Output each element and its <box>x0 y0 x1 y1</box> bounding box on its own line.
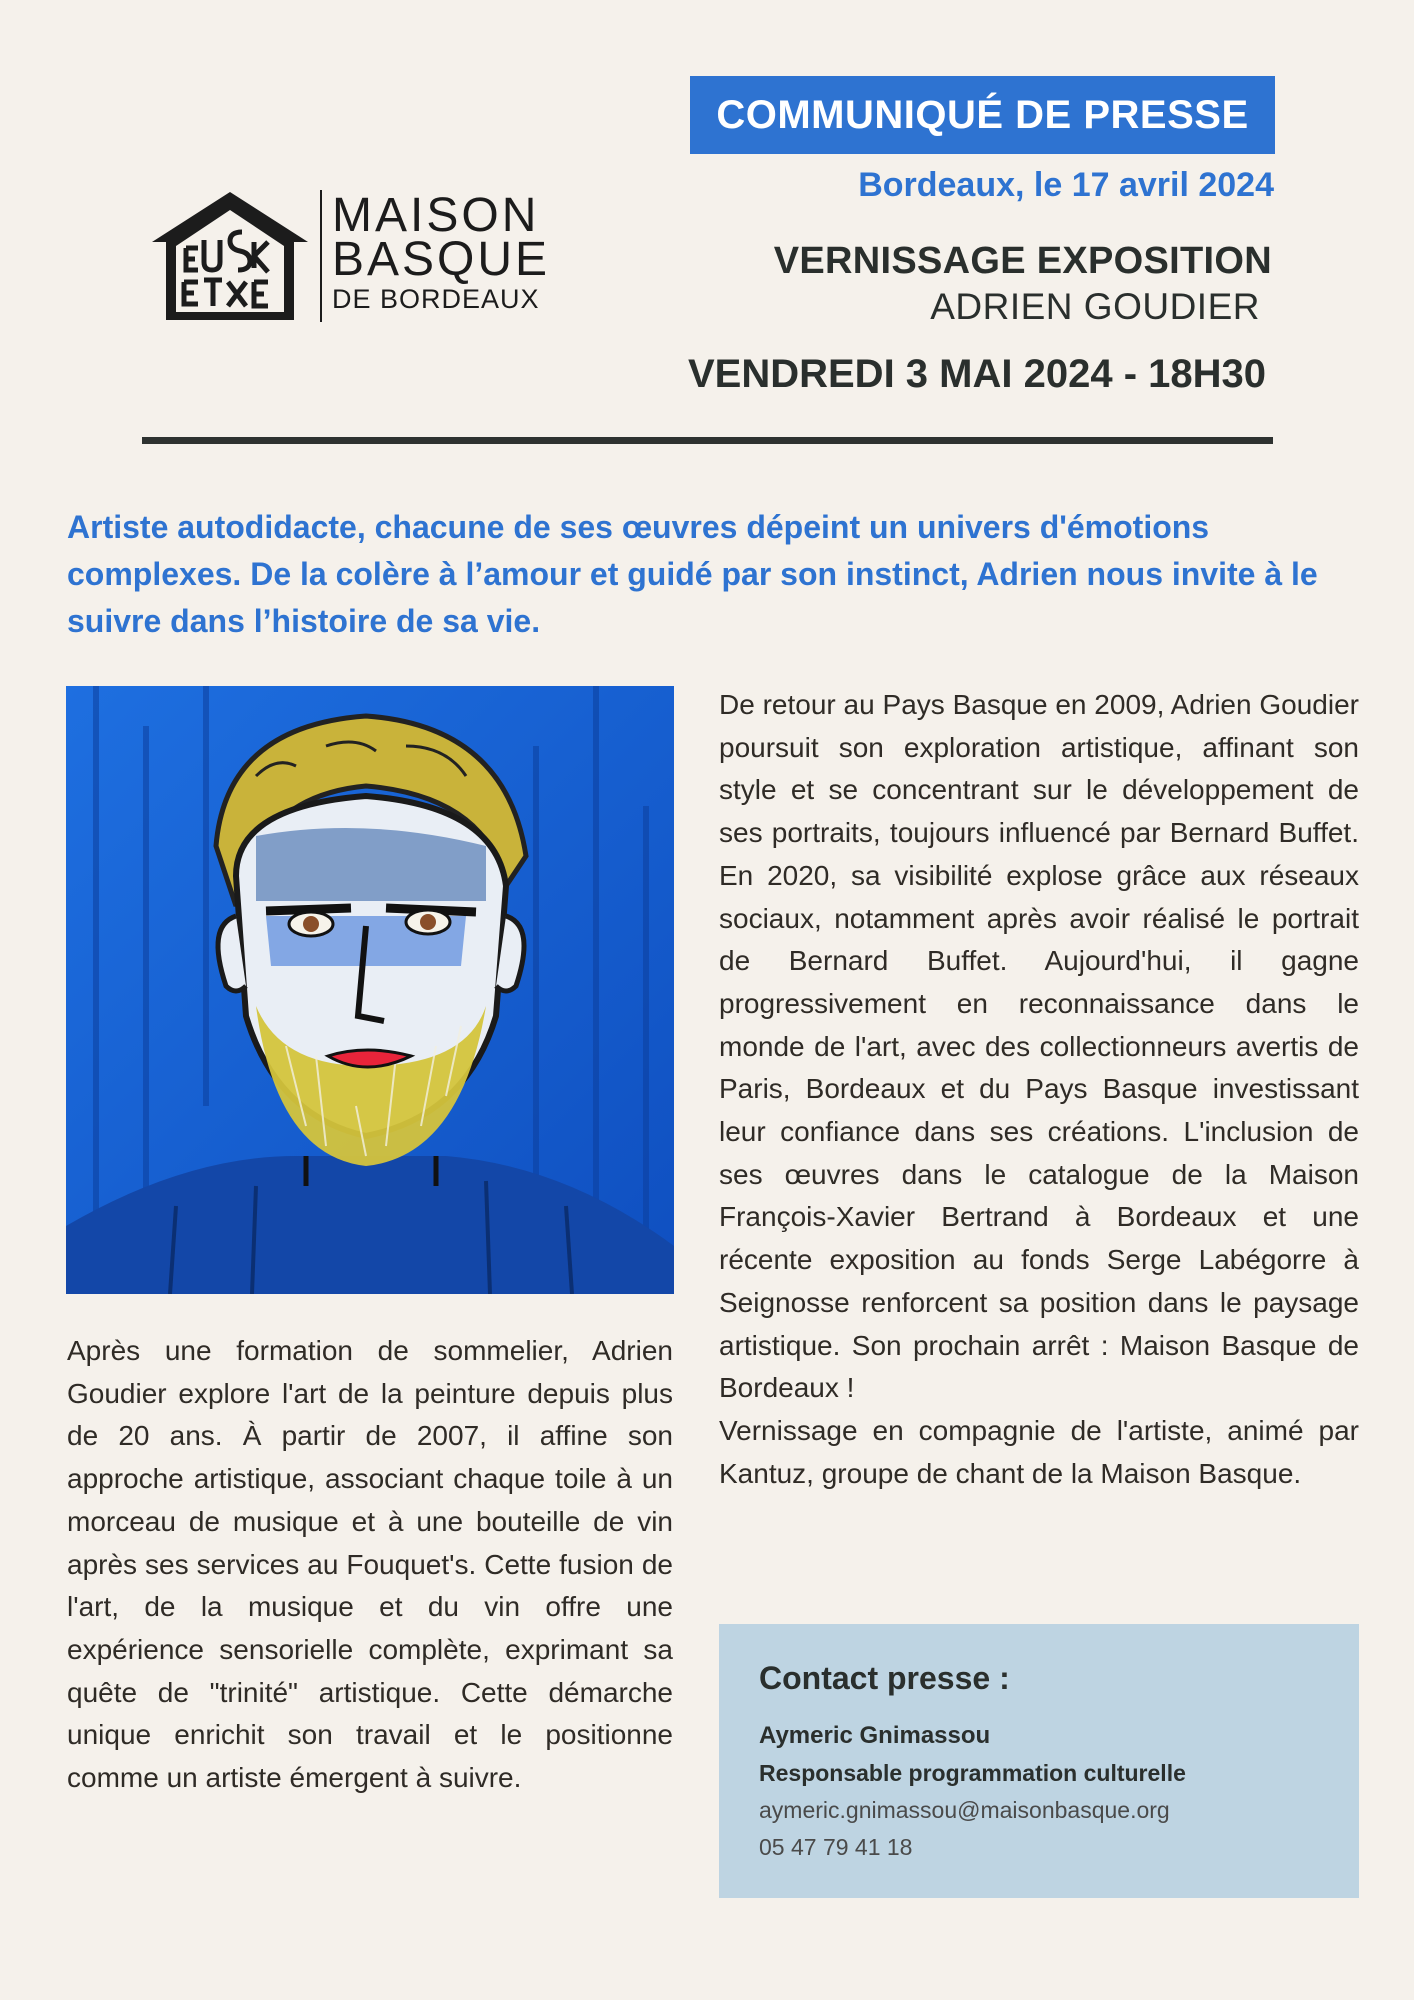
contact-email-link[interactable]: aymeric.gnimassou@maisonbasque.org <box>759 1797 1170 1823</box>
logo-text-de-bordeaux: DE BORDEAUX <box>332 284 540 314</box>
press-contact-box <box>719 1624 1359 1898</box>
dateline: Bordeaux, le 17 avril 2024 <box>858 166 1274 204</box>
contact-phone[interactable]: 05 47 79 41 18 <box>759 1834 913 1860</box>
euskal-etxea-house-emblem <box>146 186 314 326</box>
body-paragraph-background: Après une formation de sommelier, Adrien Goudier explore l'art de la peinture depuis plus de 20 ans. À partir de 2007, il affine son approche artistique, associant chaque toile à un morceau de musique et à une bouteille de vin après ses services au Fouquet's. Cette fusion de l'art, de la musique et du vin offre une expérience sensorielle complète, exprimant sa quête de "trinité" artistique. Cette démarche unique enrichit son travail et le positionne comme un artiste émergent à suivre. <box>67 1335 673 1794</box>
contact-title: Contact presse : <box>759 1660 1010 1696</box>
body-left-column <box>67 1330 673 1800</box>
artist-portrait-painting <box>66 686 674 1294</box>
body-paragraph-vernissage: Vernissage en compagnie de l'artiste, animé par Kantuz, groupe de chant de la Maison Basque. <box>719 1414 1359 1489</box>
contact-name: Aymeric Gnimassou <box>759 1722 991 1749</box>
artist-name: ADRIEN GOUDIER <box>930 286 1260 327</box>
event-date: VENDREDI 3 MAI 2024 - 18H30 <box>687 352 1266 396</box>
logo-text-basque: BASQUE <box>332 233 551 286</box>
lead-paragraph: Artiste autodidacte, chacune de ses œuvres dépeint un univers d'émotions complexes. De la colère à l’amour et guidé par son instinct, Adrien nous invite à le suivre dans l’histoire de sa vie. <box>67 509 1318 639</box>
press-release-badge: COMMUNIQUÉ DE PRESSE <box>690 76 1275 154</box>
logo-text-maison: MAISON <box>332 189 540 242</box>
maison-basque-logo <box>146 186 551 326</box>
header-divider <box>142 437 1273 444</box>
body-right-column <box>719 684 1359 1495</box>
event-title: VERNISSAGE EXPOSITION <box>773 240 1272 282</box>
body-paragraph-career: De retour au Pays Basque en 2009, Adrien Goudier poursuit son exploration artistique, affinant son style et se concentrant sur le développement de ses portraits, toujours influencé par Bernard Buffet. En 2020, sa visibilité explose grâce aux réseaux sociaux, notamment après avoir réalisé le portrait de Bernard Buffet. Aujourd'hui, il gagne progressivement en reconnaissance dans le monde de l'art, avec des collectionneurs avertis de Paris, Bordeaux et du Pays Basque investissant leur confiance dans ses créations. L'inclusion de ses œuvres dans le catalogue de la Maison François-Xavier Bertrand à Bordeaux et une récente exposition au fonds Serge Labégorre à Seignosse renforcent sa position dans le paysage artistique. Son prochain arrêt : Maison Basque de Bordeaux ! <box>719 689 1359 1404</box>
contact-role: Responsable programmation culturelle <box>759 1760 1186 1786</box>
